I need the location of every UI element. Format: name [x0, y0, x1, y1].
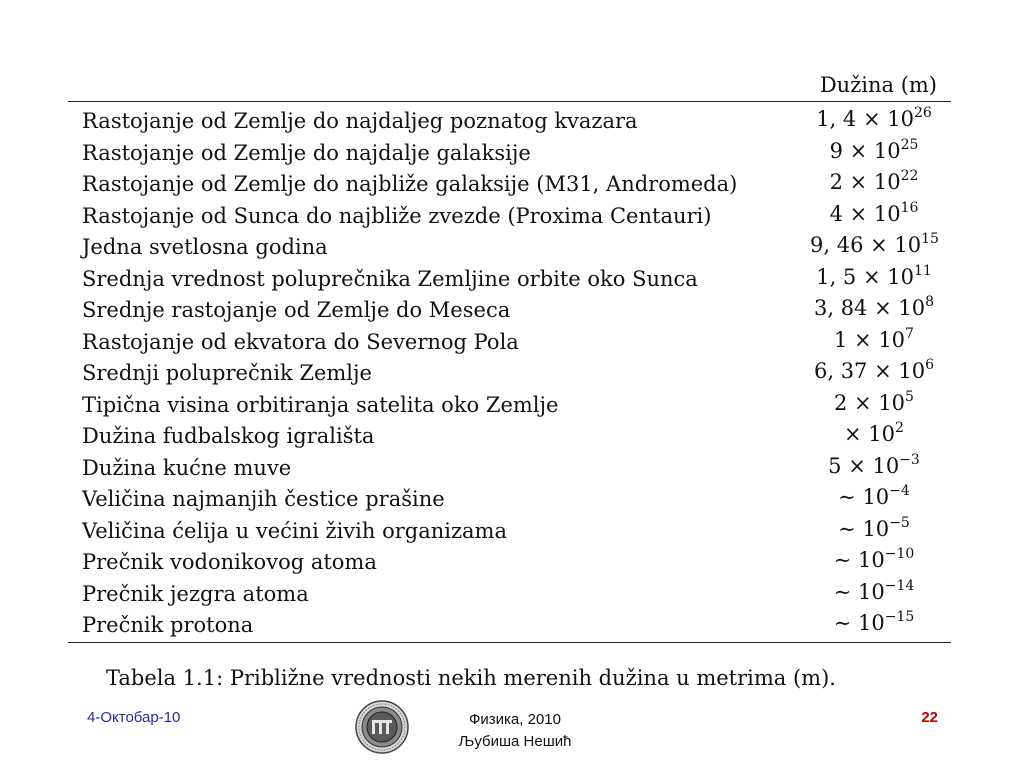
- row-label: Veličina najmanjih čestice prašine: [82, 487, 445, 511]
- row-label: Dužina kućne muve: [82, 455, 292, 480]
- value-mantissa: 2 × 10: [834, 390, 906, 415]
- row-label: Prečnik jezgra atoma: [82, 581, 309, 606]
- row-label: Rastojanje od Zemlje do najbliže galaksije (M31, Andromeda): [82, 172, 738, 196]
- row-label: Dužina fudbalskog igrališta: [82, 424, 375, 448]
- value-exponent: −10: [884, 546, 915, 562]
- value-exponent: 15: [921, 231, 939, 247]
- row-value: [810, 514, 938, 541]
- table-row: [68, 170, 951, 202]
- table-row: [68, 485, 951, 517]
- row-value: [810, 199, 938, 226]
- table-row: [68, 548, 951, 580]
- value-exponent: 8: [925, 294, 935, 310]
- row-label: Srednji poluprečnik Zemlje: [82, 361, 372, 385]
- value-mantissa: ∼ 10: [833, 611, 885, 635]
- row-value: [810, 577, 938, 604]
- page-number: 22: [921, 709, 938, 726]
- value-mantissa: ∼ 10: [833, 579, 885, 604]
- row-value: [810, 388, 938, 415]
- value-mantissa: × 10: [844, 422, 896, 446]
- row-label: Tipična visina orbitiranja satelita oko Zemlje: [82, 392, 559, 417]
- value-mantissa: 1, 4 × 10: [816, 107, 914, 131]
- row-label: Srednja vrednost poluprečnika Zemljine orbite oko Sunca: [82, 266, 698, 291]
- value-mantissa: 3, 84 × 10: [813, 296, 926, 320]
- row-value: [810, 325, 938, 352]
- value-exponent: −3: [899, 451, 920, 468]
- value-exponent: 16: [900, 199, 919, 216]
- column-header-length: Dužina (m): [819, 73, 937, 97]
- table-row: [68, 359, 951, 391]
- value-exponent: 5: [905, 388, 914, 405]
- table-row: [68, 388, 951, 423]
- value-mantissa: 2 × 10: [829, 170, 901, 194]
- row-value: [810, 485, 938, 509]
- table-row: [68, 107, 951, 139]
- value-mantissa: 1, 5 × 10: [816, 264, 914, 289]
- row-value: [810, 548, 938, 572]
- value-mantissa: 4 × 10: [829, 201, 901, 226]
- table-row: [68, 422, 951, 454]
- value-exponent: −5: [889, 514, 910, 531]
- value-mantissa: 9, 46 × 10: [810, 233, 922, 257]
- row-label: Veličina ćelija u većini živih organizama: [82, 518, 507, 543]
- footer-course-title: Физика, 2010: [469, 711, 561, 728]
- table-row: [68, 611, 951, 643]
- row-value: [810, 107, 938, 131]
- value-exponent: −15: [884, 609, 915, 625]
- table-row: [68, 577, 951, 612]
- row-label: Srednje rastojanje od Zemlje do Meseca: [82, 298, 511, 322]
- row-label: Rastojanje od Sunca do najbliže zvezde (Proxima Centauri): [82, 203, 712, 228]
- table-row: [68, 262, 951, 297]
- value-exponent: 7: [905, 325, 914, 342]
- row-value: [810, 611, 938, 635]
- row-label: Rastojanje od Zemlje do najdaljeg poznatog kvazara: [82, 109, 638, 133]
- row-value: [810, 170, 938, 194]
- table-row: [68, 325, 951, 360]
- table-row: [68, 199, 951, 234]
- value-exponent: 6: [925, 357, 935, 373]
- row-value: [810, 296, 938, 320]
- row-label: Jedna svetlosna godina: [82, 235, 328, 259]
- row-value: [810, 422, 938, 446]
- table-row: [68, 233, 951, 265]
- value-mantissa: ∼ 10: [838, 485, 890, 509]
- footer-course-info: [440, 709, 590, 753]
- table-top-rule: [68, 101, 951, 102]
- table-row: [68, 514, 951, 549]
- value-exponent: 25: [900, 136, 919, 153]
- table-row: [68, 296, 951, 328]
- value-exponent: 2: [895, 420, 904, 436]
- row-value: [810, 451, 938, 478]
- value-mantissa: 9 × 10: [829, 138, 901, 163]
- value-mantissa: 1 × 10: [834, 327, 906, 352]
- value-mantissa: ∼ 10: [838, 516, 890, 541]
- footer-author: Љубиша Нешић: [458, 733, 572, 750]
- table-caption: Tabela 1.1: Približne vrednosti nekih merenih dužina u metrima (m).: [106, 666, 836, 690]
- value-exponent: 11: [913, 262, 932, 279]
- table-row: [68, 136, 951, 171]
- value-exponent: 22: [900, 168, 919, 184]
- value-mantissa: ∼ 10: [833, 548, 885, 572]
- value-exponent: 26: [913, 105, 932, 121]
- row-label: Prečnik protona: [82, 613, 254, 637]
- row-label: Prečnik vodonikovog atoma: [82, 550, 377, 574]
- table-body: [68, 107, 951, 643]
- table-header-row: [68, 70, 951, 103]
- row-label: Rastojanje od ekvatora do Severnog Pola: [82, 329, 519, 354]
- faculty-seal-icon: [355, 700, 409, 754]
- value-exponent: −14: [884, 577, 915, 594]
- footer-date: 4-Октобар-10: [87, 709, 181, 726]
- row-label: Rastojanje od Zemlje do najdalje galaksije: [82, 140, 531, 165]
- row-value: [810, 262, 938, 289]
- row-value: [810, 136, 938, 163]
- row-value: [810, 359, 938, 383]
- table-bottom-rule: [68, 642, 951, 643]
- value-mantissa: 6, 37 × 10: [813, 359, 926, 383]
- table-row: [68, 451, 951, 486]
- value-exponent: −4: [889, 483, 910, 499]
- value-mantissa: 5 × 10: [828, 453, 900, 478]
- row-value: [810, 233, 938, 257]
